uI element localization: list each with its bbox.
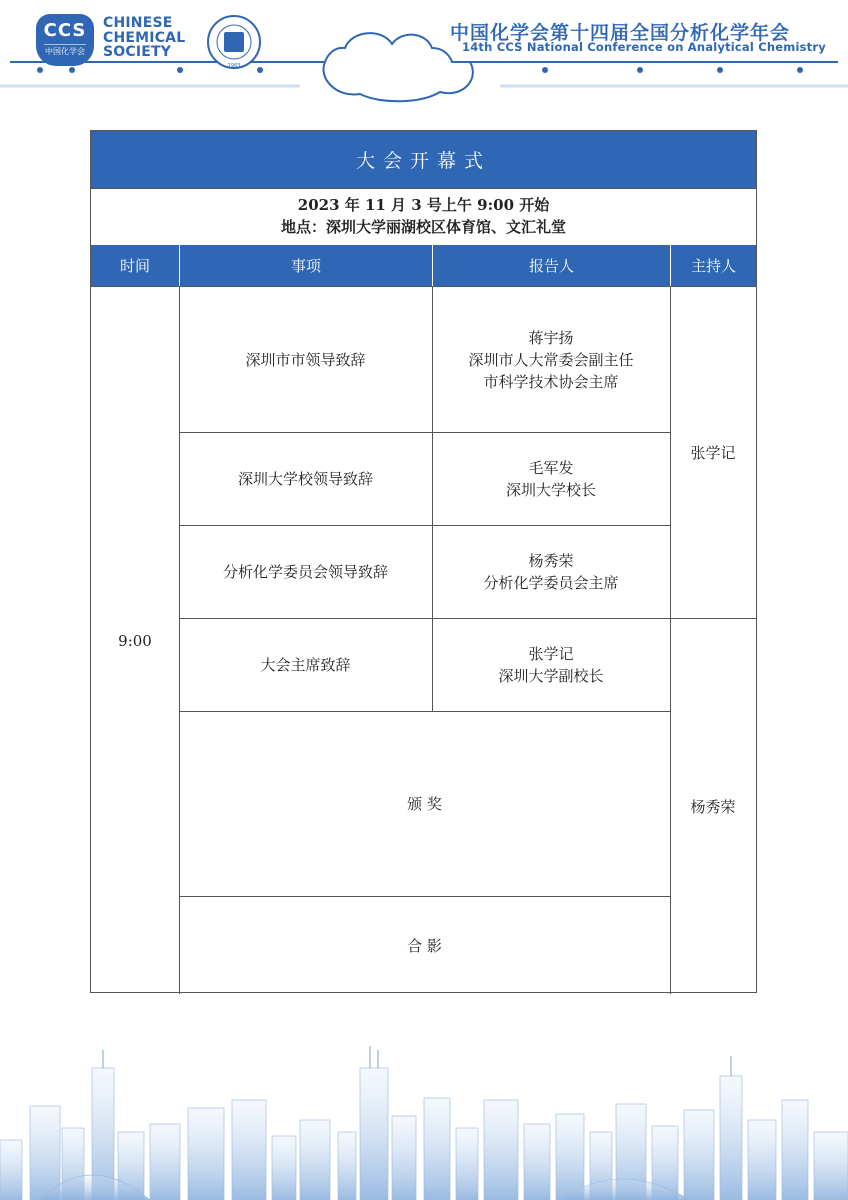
column-header-time: 时间 — [91, 245, 179, 286]
agenda-item: 深圳市市领导致辞 — [245, 350, 366, 369]
speaker-cell — [432, 619, 670, 711]
speaker-cell — [432, 526, 670, 618]
speaker-title: 深圳大学副校长 — [498, 667, 604, 685]
speaker-name: 杨秀荣 — [528, 552, 574, 570]
shenzhen-university-seal — [206, 14, 262, 70]
session-title: 大会开幕式 — [91, 131, 756, 188]
society-line-3: SOCIETY — [103, 44, 172, 60]
agenda-item-award: 颁 奖 — [407, 795, 442, 813]
shenzhen-skyline-illustration — [0, 1040, 848, 1200]
column-header-speaker: 报告人 — [432, 245, 670, 286]
host-cell: 张学记 — [690, 443, 736, 462]
ccs-logo-cn: 中国化学会 — [44, 44, 86, 59]
speaker-title: 深圳市人大常委会副主任 — [468, 350, 634, 369]
session-info — [91, 188, 756, 245]
session-location-line: 地点：深圳大学丽湖校区体育馆、文汇礼堂 — [280, 218, 566, 236]
agenda-item-photo: 合 影 — [407, 936, 442, 955]
agenda-item: 分析化学委员会领导致辞 — [222, 563, 388, 581]
ccs-logo — [36, 14, 94, 66]
ccs-logo-abbr: CCS — [43, 20, 87, 41]
agenda-item: 深圳大学校领导致辞 — [237, 470, 373, 488]
agenda-item: 大会主席致辞 — [260, 656, 351, 674]
time-cell: 9:00 — [118, 631, 152, 650]
column-header-host: 主持人 — [670, 245, 756, 286]
society-line-1: CHINESE — [103, 15, 173, 31]
conference-title-cn: 中国化学会第十四届全国分析化学年会 — [450, 22, 791, 44]
schedule-table — [90, 130, 757, 993]
speaker-title: 深圳大学校长 — [505, 481, 596, 499]
speaker-title: 分析化学委员会主席 — [483, 574, 619, 592]
speaker-cell — [432, 287, 670, 432]
speaker-name: 张学记 — [528, 645, 574, 663]
seal-year: 1983 — [227, 63, 241, 69]
conference-title-en: 14th CCS National Conference on Analytical Chemistry — [462, 40, 826, 54]
speaker-name: 蒋宇扬 — [528, 328, 574, 347]
society-name — [103, 16, 185, 60]
session-time-line: 2023 年 11 月 3 号上午 9:00 开始 — [297, 196, 550, 214]
speaker-name: 毛军发 — [528, 459, 574, 477]
page-header — [0, 0, 848, 110]
column-header-item: 事项 — [179, 245, 432, 286]
speaker-cell — [432, 433, 670, 525]
host-cell: 杨秀荣 — [690, 797, 736, 816]
speaker-title: 市科学技术协会主席 — [483, 372, 619, 391]
society-line-2: CHEMICAL — [103, 29, 186, 46]
